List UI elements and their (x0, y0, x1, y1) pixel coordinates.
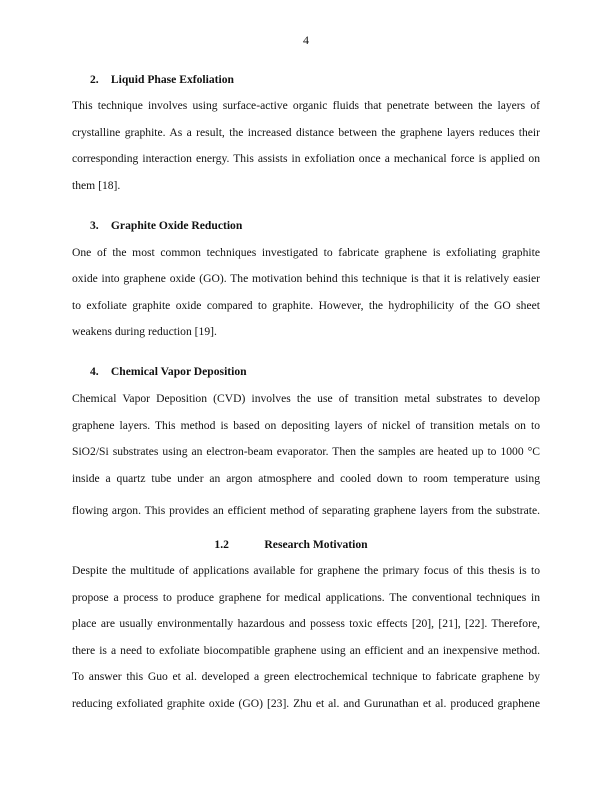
paragraph-line: place are usually environmentally hazardous and possess toxic effects [20], [21], [22]. Therefore, (72, 617, 540, 630)
paragraph-line: graphene layers. This method is based on depositing layers of nickel of transition metals on to (72, 419, 540, 432)
paragraph-line: weakens during reduction [19]. (72, 325, 217, 338)
page-number: 4 (303, 33, 309, 47)
paragraph-line: inside a quartz tube under an argon atmosphere and cooled down to room temperature using (72, 472, 540, 485)
paragraph-line: crystalline graphite. As a result, the increased distance between the graphene layers reduces their (72, 126, 540, 139)
heading-title: Chemical Vapor Deposition (110, 365, 247, 378)
paragraph-line: To answer this Guo et al. developed a green electrochemical technique to fabricate graphene by (72, 670, 540, 683)
heading-number: 3. (90, 219, 99, 232)
heading-graphite-oxide-reduction (90, 219, 242, 232)
section-heading-research-motivation (0, 538, 612, 551)
section-title: Research Motivation (264, 538, 368, 551)
paragraph-line: Despite the multitude of applications available for graphene the primary focus of this thesis is to (72, 564, 540, 577)
heading-number: 4. (90, 365, 99, 378)
paragraph-line: flowing argon. This provides an efficient method of separating graphene layers from the substrate. (72, 504, 540, 517)
heading-chemical-vapor-deposition (90, 365, 247, 378)
heading-number: 2. (90, 73, 99, 86)
paragraph-line: SiO2/Si substrates using an electron-beam evaporator. Then the samples are heated up to 1000 °C (72, 445, 540, 458)
paragraph-line: them [18]. (72, 179, 121, 192)
paragraph-line: there is a need to exfoliate biocompatible graphene using an efficient and an inexpensive method. (72, 644, 540, 657)
paragraph-line: One of the most common techniques investigated to fabricate graphene is exfoliating graphite (72, 246, 540, 259)
paragraph-line: corresponding interaction energy. This assists in exfoliation once a mechanical force is applied on (72, 152, 540, 165)
paragraph-line: to exfoliate graphite oxide compared to graphite. However, the hydrophilicity of the GO sheet (72, 299, 540, 312)
section-number: 1.2 (214, 538, 229, 551)
paragraph-line: propose a process to produce graphene for medical applications. The conventional techniques in (72, 591, 540, 604)
paragraph-line: Chemical Vapor Deposition (CVD) involves the use of transition metal substrates to develop (72, 392, 540, 405)
heading-title: Liquid Phase Exfoliation (110, 73, 234, 86)
paragraph-line: oxide into graphene oxide (GO). The motivation behind this technique is that it is relatively easier (72, 272, 540, 285)
paragraph-line: This technique involves using surface-active organic fluids that penetrate between the layers of (72, 99, 540, 112)
heading-title: Graphite Oxide Reduction (110, 219, 243, 232)
paragraph-line: reducing exfoliated graphite oxide (GO) [23]. Zhu et al. and Gurunathan et al. produced graphene (72, 697, 540, 710)
heading-liquid-phase-exfoliation (90, 73, 234, 86)
